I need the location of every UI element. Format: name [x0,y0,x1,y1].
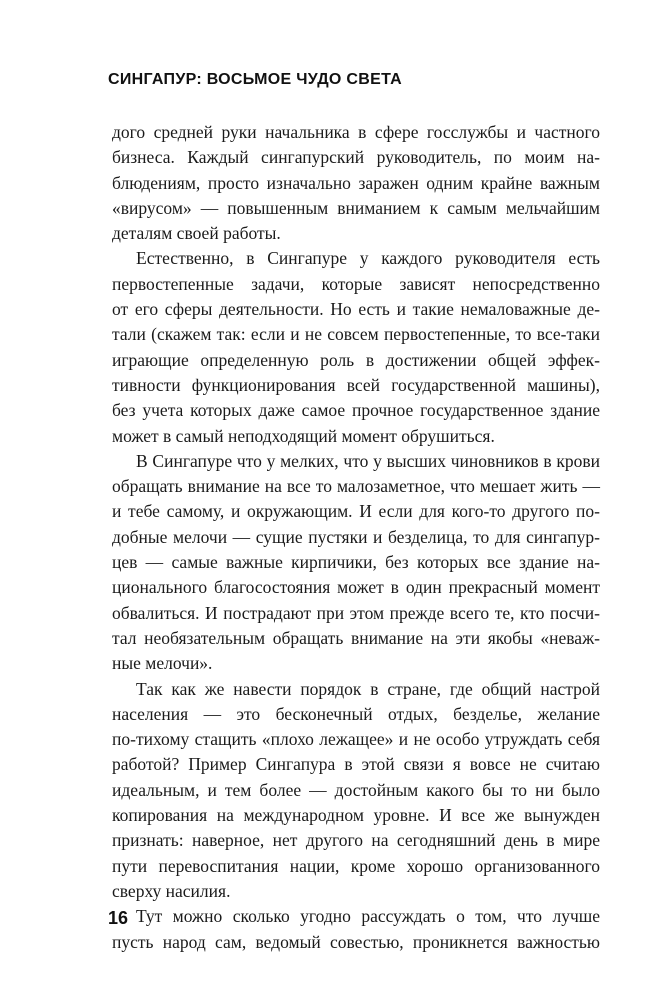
text-line: бизнеса. Каждый сингапурский руководитель, по моим на- [112,147,600,168]
text-line: признать: наверное, нет другого на сегодняшний день в мире [112,830,600,851]
text-line: идеальным, и тем более — достойным какого бы то ни было [112,779,600,800]
text-line: играющие определенную роль в достижении общей эффек- [112,349,600,370]
text-line: первостепенные задачи, которые зависят непосредственно [112,273,600,294]
running-head: СИНГАПУР: ВОСЬМОЕ ЧУДО СВЕТА [108,71,403,88]
text-line: дого средней руки начальника в сфере госслужбы и частного [112,122,600,142]
text-line: копирования на международном уровне. И все же вынужден [112,805,600,826]
text-line: от его сферы деятельности. Но есть и такие немаловажные де- [112,299,600,320]
text-line: тали (скажем так: если и не совсем первостепенные, то все-таки [112,324,600,345]
page-number: 16 [108,908,129,928]
text-line: без учета которых даже самое прочное государственное здание [112,400,600,421]
text-line: В Сингапуре что у мелких, что у высших чиновников в крови [136,450,600,471]
text-line: обвалиться. И пострадают при этом прежде всего те, кто посчи- [112,602,600,623]
text-line: Так как же навести порядок в стране, где общий настрой [136,678,600,699]
text-line: цев — самые важные кирпичики, без которых все здание на- [112,552,600,573]
text-line: и тебе самому, и окружающим. И если для кого-то другого по- [112,501,600,522]
text-line: населения — это бесконечный отдых, безделье, желание [112,703,600,724]
text-line: сверху насилия. [112,880,231,901]
text-line: по-тихому стащить «плохо лежащее» и не особо утруждать себя [112,729,600,750]
text-line: пути перевоспитания нации, кроме хорошо организованного [112,855,600,876]
text-line: может в самый неподходящий момент обрушиться. [112,425,495,446]
body-text [112,120,600,955]
text-line: пусть народ сам, ведомый совестью, проникнется важностью [112,931,600,952]
text-line: блюдениям, просто изначально заражен одним крайне важным [112,172,600,193]
text-line: ные мелочи». [112,653,213,674]
text-line: тал необязательным обращать внимание на эти якобы «неваж- [112,627,600,648]
text-line: «вирусом» — повышенным вниманием к самым мельчайшим [112,197,600,218]
text-line: тивности функционирования всей государственной машины), [112,374,600,395]
text-line: работой? Пример Сингапура в этой связи я вовсе не считаю [112,754,600,775]
text-line: ционального благосостояния может в один прекрасный момент [112,577,600,598]
text-line: Тут можно сколько угодно рассуждать о том, что лучше [136,906,600,927]
text-line: добные мелочи — сущие пустяки и безделица, то для сингапур- [112,526,600,547]
text-line: Естественно, в Сингапуре у каждого руководителя есть [136,248,600,269]
text-line: обращать внимание на все то малозаметное, что мешает жить — [112,476,600,497]
text-line: деталям своей работы. [112,223,281,244]
